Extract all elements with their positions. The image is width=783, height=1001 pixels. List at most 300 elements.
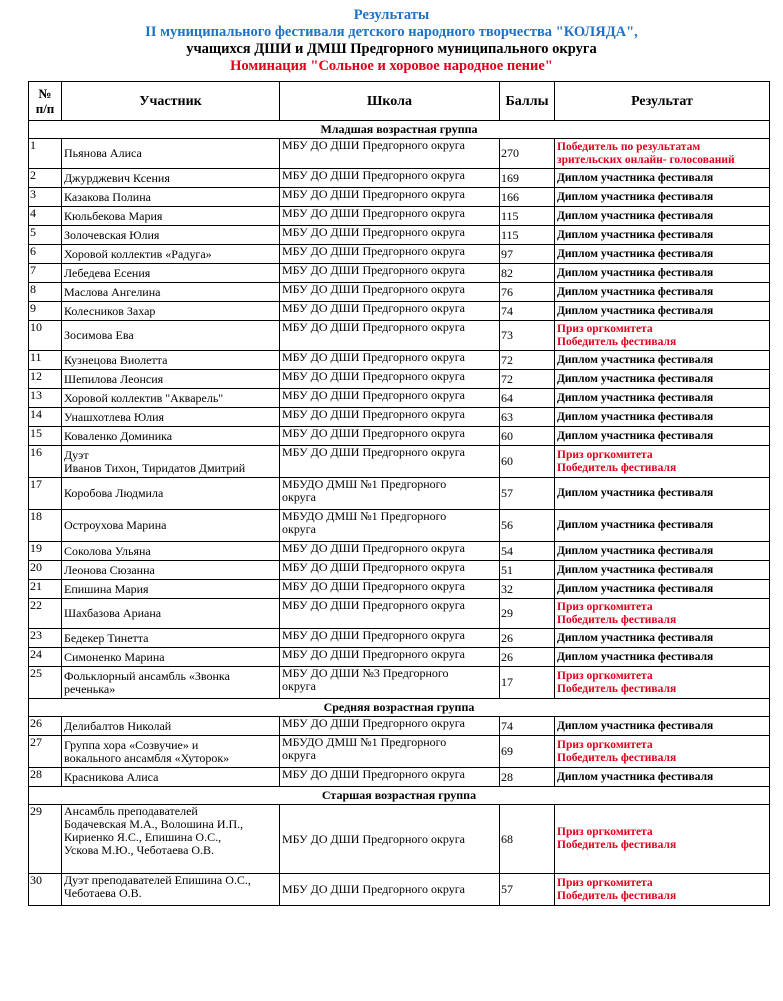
result-cell [555, 427, 770, 446]
result-line: Победитель фестиваля [557, 751, 677, 764]
result-line: Диплом участника фестиваля [557, 247, 714, 260]
score-cell: 82 [500, 264, 555, 283]
result-line: Приз оргкомитета [557, 322, 653, 335]
result-line: Приз оргкомитета [557, 738, 653, 751]
result-line: Диплом участника фестиваля [557, 544, 714, 557]
results-table [28, 81, 770, 906]
row-number: 21 [29, 580, 62, 599]
score-cell: 72 [500, 370, 555, 389]
row-number: 3 [29, 188, 62, 207]
score-cell: 76 [500, 283, 555, 302]
participant-cell [62, 667, 280, 699]
result-cell [555, 580, 770, 599]
row-number: 7 [29, 264, 62, 283]
table-row [29, 427, 770, 446]
result-cell [555, 351, 770, 370]
result-line: Диплом участника фестиваля [557, 304, 714, 317]
school-line: МБУ ДО ДШИ Предгорного округа [282, 647, 465, 661]
participant-cell [62, 768, 280, 787]
table-row [29, 561, 770, 580]
table-row [29, 580, 770, 599]
school-line: МБУ ДО ДШИ Предгорного округа [282, 831, 465, 846]
result-line: Диплом участника фестиваля [557, 410, 714, 423]
row-number: 6 [29, 245, 62, 264]
table-header-row [29, 82, 770, 121]
col-header-score: Баллы [500, 82, 555, 121]
table-row [29, 139, 770, 169]
participant-line: Казакова Полина [64, 189, 151, 204]
school-line: МБУ ДО ДШИ Предгорного округа [282, 598, 465, 612]
participant-line: Бодачевская М.А., Волошина И.П., [64, 817, 244, 831]
result-line: Диплом участника фестиваля [557, 582, 714, 595]
participant-cell [62, 510, 280, 542]
result-cell [555, 542, 770, 561]
result-cell [555, 599, 770, 629]
school-cell [280, 580, 500, 599]
score-cell: 74 [500, 302, 555, 321]
result-line: Диплом участника фестиваля [557, 391, 714, 404]
col-header-participant: Участник [62, 82, 280, 121]
participant-line: Дуэт преподавателей Епишина О.С., [64, 873, 251, 887]
result-line: Диплом участника фестиваля [557, 171, 714, 184]
school-cell [280, 768, 500, 787]
row-number: 22 [29, 599, 62, 629]
school-cell [280, 302, 500, 321]
score-cell: 56 [500, 510, 555, 542]
result-line: Диплом участника фестиваля [557, 631, 714, 644]
result-cell [555, 207, 770, 226]
participant-cell [62, 805, 280, 874]
school-cell [280, 370, 500, 389]
result-cell [555, 408, 770, 427]
result-line: Диплом участника фестиваля [557, 770, 714, 783]
participant-line: вокального ансамбля «Хуторок» [64, 750, 230, 765]
result-line: Диплом участника фестиваля [557, 228, 714, 241]
participant-cell [62, 542, 280, 561]
age-group-row [29, 787, 770, 805]
score-cell: 57 [500, 478, 555, 510]
school-cell [280, 351, 500, 370]
result-cell [555, 264, 770, 283]
school-line: МБУ ДО ДШИ Предгорного округа [282, 263, 465, 277]
school-line: МБУ ДО ДШИ Предгорного округа [282, 168, 465, 182]
participant-line: Коваленко Доминика [64, 428, 173, 443]
participant-line: Маслова Ангелина [64, 284, 161, 299]
score-cell: 60 [500, 446, 555, 478]
participant-line: Кузнецова Виолетта [64, 352, 168, 367]
age-group-title: Старшая возрастная группа [29, 787, 770, 805]
school-cell [280, 667, 500, 699]
school-line: МБУ ДО ДШИ Предгорного округа [282, 407, 465, 421]
score-cell: 115 [500, 207, 555, 226]
participant-line: Иванов Тихон, Тиридатов Дмитрий [64, 460, 246, 475]
score-cell: 63 [500, 408, 555, 427]
result-cell [555, 169, 770, 188]
participant-line: Чеботаева О.В. [64, 886, 142, 900]
row-number: 30 [29, 874, 62, 906]
row-number: 15 [29, 427, 62, 446]
row-number: 4 [29, 207, 62, 226]
table-row [29, 648, 770, 667]
header-schools: учащихся ДШИ и ДМШ Предгорного муниципального округа [186, 41, 597, 57]
participant-cell [62, 389, 280, 408]
school-cell [280, 648, 500, 667]
result-cell [555, 648, 770, 667]
result-cell [555, 629, 770, 648]
school-line: МБУ ДО ДШИ Предгорного округа [282, 445, 465, 459]
participant-line: Шепилова Леонсия [64, 371, 164, 386]
result-cell [555, 302, 770, 321]
result-cell [555, 768, 770, 787]
participant-line: Красникова Алиса [64, 769, 159, 784]
score-cell: 60 [500, 427, 555, 446]
result-cell [555, 736, 770, 768]
table-row [29, 542, 770, 561]
table-row [29, 207, 770, 226]
school-cell [280, 629, 500, 648]
row-number: 9 [29, 302, 62, 321]
participant-line: Соколова Ульяна [64, 543, 151, 558]
participant-cell [62, 264, 280, 283]
result-cell [555, 478, 770, 510]
participant-line: Зосимова Ева [64, 328, 134, 342]
school-line: МБУ ДО ДШИ Предгорного округа [282, 579, 465, 593]
result-line: Диплом участника фестиваля [557, 650, 714, 663]
header-title: Результаты [353, 7, 430, 23]
row-number: 25 [29, 667, 62, 699]
school-cell [280, 736, 500, 768]
school-line: МБУ ДО ДШИ Предгорного округа [282, 882, 465, 896]
participant-cell [62, 478, 280, 510]
table-row [29, 389, 770, 408]
result-cell [555, 717, 770, 736]
school-line: МБУ ДО ДШИ Предгорного округа [282, 541, 465, 555]
result-line: Победитель по результатам [557, 140, 701, 153]
participant-cell [62, 351, 280, 370]
school-cell [280, 321, 500, 351]
participant-line: Фольклорный ансамбль «Звонка [64, 668, 230, 683]
school-cell [280, 169, 500, 188]
score-cell: 17 [500, 667, 555, 699]
result-line: Диплом участника фестиваля [557, 372, 714, 385]
school-cell [280, 599, 500, 629]
result-line: Диплом участника фестиваля [557, 209, 714, 222]
school-cell [280, 717, 500, 736]
result-line: Диплом участника фестиваля [557, 429, 714, 442]
participant-line: Лебедева Есения [64, 265, 151, 280]
score-cell: 32 [500, 580, 555, 599]
school-cell [280, 510, 500, 542]
result-cell [555, 283, 770, 302]
participant-cell [62, 207, 280, 226]
participant-line: Унашхотлева Юлия [64, 409, 165, 424]
participant-cell [62, 283, 280, 302]
participant-cell [62, 245, 280, 264]
table-row [29, 805, 770, 874]
participant-line: Колесников Захар [64, 303, 156, 318]
participant-cell [62, 139, 280, 169]
table-row [29, 717, 770, 736]
participant-line: Коробова Людмила [64, 486, 164, 500]
school-line: МБУ ДО ДШИ Предгорного округа [282, 628, 465, 642]
row-number: 20 [29, 561, 62, 580]
table-row [29, 245, 770, 264]
school-line: округа [282, 748, 316, 762]
school-cell [280, 245, 500, 264]
score-cell: 166 [500, 188, 555, 207]
row-number: 8 [29, 283, 62, 302]
score-cell: 270 [500, 139, 555, 169]
result-cell [555, 874, 770, 906]
school-cell [280, 264, 500, 283]
table-row [29, 629, 770, 648]
result-line: Приз оргкомитета [557, 669, 653, 682]
col-header-result: Результат [555, 82, 770, 121]
table-row [29, 478, 770, 510]
row-number: 12 [29, 370, 62, 389]
participant-cell [62, 226, 280, 245]
participant-cell [62, 169, 280, 188]
result-line: Диплом участника фестиваля [557, 563, 714, 576]
result-line: Диплом участника фестиваля [557, 487, 714, 499]
row-number: 17 [29, 478, 62, 510]
school-cell [280, 389, 500, 408]
participant-cell [62, 736, 280, 768]
result-cell [555, 389, 770, 408]
participant-line: Леонова Сюзанна [64, 562, 155, 577]
table-row [29, 408, 770, 427]
school-line: округа [282, 490, 316, 504]
participant-line: Делибалтов Николай [64, 718, 172, 733]
participant-line: Дуэт [64, 447, 89, 462]
age-group-title: Младшая возрастная группа [29, 121, 770, 139]
result-cell [555, 561, 770, 580]
table-row [29, 736, 770, 768]
result-cell [555, 321, 770, 351]
school-line: округа [282, 522, 316, 536]
score-cell: 72 [500, 351, 555, 370]
participant-line: Хоровой коллектив "Акварель" [64, 390, 224, 405]
school-line: МБУ ДО ДШИ Предгорного округа [282, 350, 465, 364]
participant-cell [62, 717, 280, 736]
school-line: округа [282, 679, 316, 693]
participant-line: Кюльбекова Мария [64, 208, 163, 223]
score-cell: 26 [500, 629, 555, 648]
participant-cell [62, 427, 280, 446]
table-row [29, 188, 770, 207]
col-header-school: Школа [280, 82, 500, 121]
age-group-title: Средняя возрастная группа [29, 699, 770, 717]
school-cell [280, 139, 500, 169]
participant-cell [62, 321, 280, 351]
row-number: 28 [29, 768, 62, 787]
result-cell [555, 139, 770, 169]
school-cell [280, 188, 500, 207]
row-number: 26 [29, 717, 62, 736]
score-cell: 54 [500, 542, 555, 561]
result-cell [555, 510, 770, 542]
school-line: МБУ ДО ДШИ Предгорного округа [282, 320, 465, 334]
table-row [29, 283, 770, 302]
score-cell: 29 [500, 599, 555, 629]
school-line: МБУ ДО ДШИ Предгорного округа [282, 138, 465, 152]
table-row [29, 446, 770, 478]
school-line: МБУДО ДМШ №1 Предгорного [282, 509, 447, 523]
table-row [29, 264, 770, 283]
table-row [29, 510, 770, 542]
table-row [29, 302, 770, 321]
school-cell [280, 805, 500, 874]
table-row [29, 226, 770, 245]
result-line: Победитель фестиваля [557, 682, 677, 695]
result-line: зрительских онлайн- голосований [557, 153, 735, 166]
school-cell [280, 874, 500, 906]
school-line: МБУ ДО ДШИ Предгорного округа [282, 244, 465, 258]
result-cell [555, 226, 770, 245]
participant-line: Ускова М.Ю., Чеботаева О.В. [64, 843, 215, 857]
school-line: МБУ ДО ДШИ №3 Предгорного [282, 666, 449, 680]
school-line: МБУ ДО ДШИ Предгорного округа [282, 560, 465, 574]
school-line: МБУ ДО ДШИ Предгорного округа [282, 716, 465, 730]
age-group-row [29, 121, 770, 139]
row-number: 18 [29, 510, 62, 542]
result-line: Диплом участника фестиваля [557, 519, 714, 531]
result-cell [555, 805, 770, 874]
participant-line: Симоненко Марина [64, 649, 165, 664]
score-cell: 169 [500, 169, 555, 188]
col-header-number: № п/п [29, 82, 62, 121]
result-cell [555, 667, 770, 699]
participant-line: Бедекер Тинетта [64, 630, 149, 645]
school-line: МБУ ДО ДШИ Предгорного округа [282, 388, 465, 402]
school-line: МБУ ДО ДШИ Предгорного округа [282, 282, 465, 296]
row-number: 13 [29, 389, 62, 408]
school-cell [280, 542, 500, 561]
age-group-row [29, 699, 770, 717]
score-cell: 26 [500, 648, 555, 667]
participant-line: Золочевская Юлия [64, 227, 160, 242]
participant-cell [62, 580, 280, 599]
row-number: 16 [29, 446, 62, 478]
header-festival: II муниципального фестиваля детского народного творчества "КОЛЯДА", [145, 24, 638, 40]
participant-line: Кириенко Я.С., Епишина О.С., [64, 830, 222, 844]
document-header [0, 0, 783, 75]
row-number: 1 [29, 139, 62, 169]
result-cell [555, 370, 770, 389]
result-line: Приз оргкомитета [557, 826, 653, 838]
participant-line: Пьянова Алиса [64, 146, 142, 160]
table-row [29, 768, 770, 787]
score-cell: 28 [500, 768, 555, 787]
result-line: Победитель фестиваля [557, 461, 677, 474]
row-number: 29 [29, 805, 62, 874]
participant-line: Хоровой коллектив «Радуга» [64, 246, 212, 261]
score-cell: 73 [500, 321, 555, 351]
result-line: Диплом участника фестиваля [557, 719, 714, 732]
school-line: МБУ ДО ДШИ Предгорного округа [282, 206, 465, 220]
school-line: МБУДО ДМШ №1 Предгорного [282, 735, 447, 749]
result-line: Приз оргкомитета [557, 448, 653, 461]
result-line: Победитель фестиваля [557, 839, 677, 851]
school-line: МБУ ДО ДШИ Предгорного округа [282, 426, 465, 440]
school-cell [280, 478, 500, 510]
row-number: 14 [29, 408, 62, 427]
result-line: Диплом участника фестиваля [557, 190, 714, 203]
row-number: 24 [29, 648, 62, 667]
school-cell [280, 427, 500, 446]
school-cell [280, 226, 500, 245]
table-row [29, 351, 770, 370]
participant-cell [62, 370, 280, 389]
result-line: Приз оргкомитета [557, 600, 653, 613]
table-row [29, 169, 770, 188]
result-cell [555, 188, 770, 207]
participant-cell [62, 408, 280, 427]
school-cell [280, 207, 500, 226]
score-cell: 97 [500, 245, 555, 264]
row-number: 11 [29, 351, 62, 370]
participant-cell [62, 648, 280, 667]
participant-cell [62, 599, 280, 629]
participant-line: Группа хора «Созвучие» и [64, 737, 199, 752]
school-line: МБУ ДО ДШИ Предгорного округа [282, 369, 465, 383]
participant-cell [62, 629, 280, 648]
participant-line: Джурджевич Ксения [64, 170, 170, 185]
result-line: Диплом участника фестиваля [557, 285, 714, 298]
row-number: 27 [29, 736, 62, 768]
score-cell: 74 [500, 717, 555, 736]
participant-cell [62, 446, 280, 478]
school-cell [280, 561, 500, 580]
table-row [29, 599, 770, 629]
school-cell [280, 446, 500, 478]
score-cell: 57 [500, 874, 555, 906]
participant-cell [62, 302, 280, 321]
score-cell: 68 [500, 805, 555, 874]
result-cell [555, 245, 770, 264]
row-number: 5 [29, 226, 62, 245]
row-number: 2 [29, 169, 62, 188]
result-line: Победитель фестиваля [557, 889, 677, 902]
participant-line: Остроухова Марина [64, 518, 167, 532]
result-line: Приз оргкомитета [557, 876, 653, 889]
score-cell: 115 [500, 226, 555, 245]
header-nomination: Номинация "Сольное и хоровое народное пение" [230, 58, 553, 74]
score-cell: 69 [500, 736, 555, 768]
school-line: МБУ ДО ДШИ Предгорного округа [282, 767, 465, 781]
result-cell [555, 446, 770, 478]
table-body [29, 121, 770, 906]
table-row [29, 370, 770, 389]
row-number: 19 [29, 542, 62, 561]
participant-cell [62, 874, 280, 906]
row-number: 23 [29, 629, 62, 648]
result-line: Диплом участника фестиваля [557, 266, 714, 279]
participant-line: реченька» [64, 681, 116, 696]
score-cell: 51 [500, 561, 555, 580]
participant-line: Ансамбль преподавателей [64, 804, 198, 818]
school-cell [280, 283, 500, 302]
result-line: Диплом участника фестиваля [557, 353, 714, 366]
participant-line: Шахбазова Ариана [64, 606, 162, 620]
score-cell: 64 [500, 389, 555, 408]
school-line: МБУ ДО ДШИ Предгорного округа [282, 187, 465, 201]
table-row [29, 874, 770, 906]
participant-cell [62, 188, 280, 207]
school-cell [280, 408, 500, 427]
participant-line: Епишина Мария [64, 581, 149, 596]
table-row [29, 321, 770, 351]
